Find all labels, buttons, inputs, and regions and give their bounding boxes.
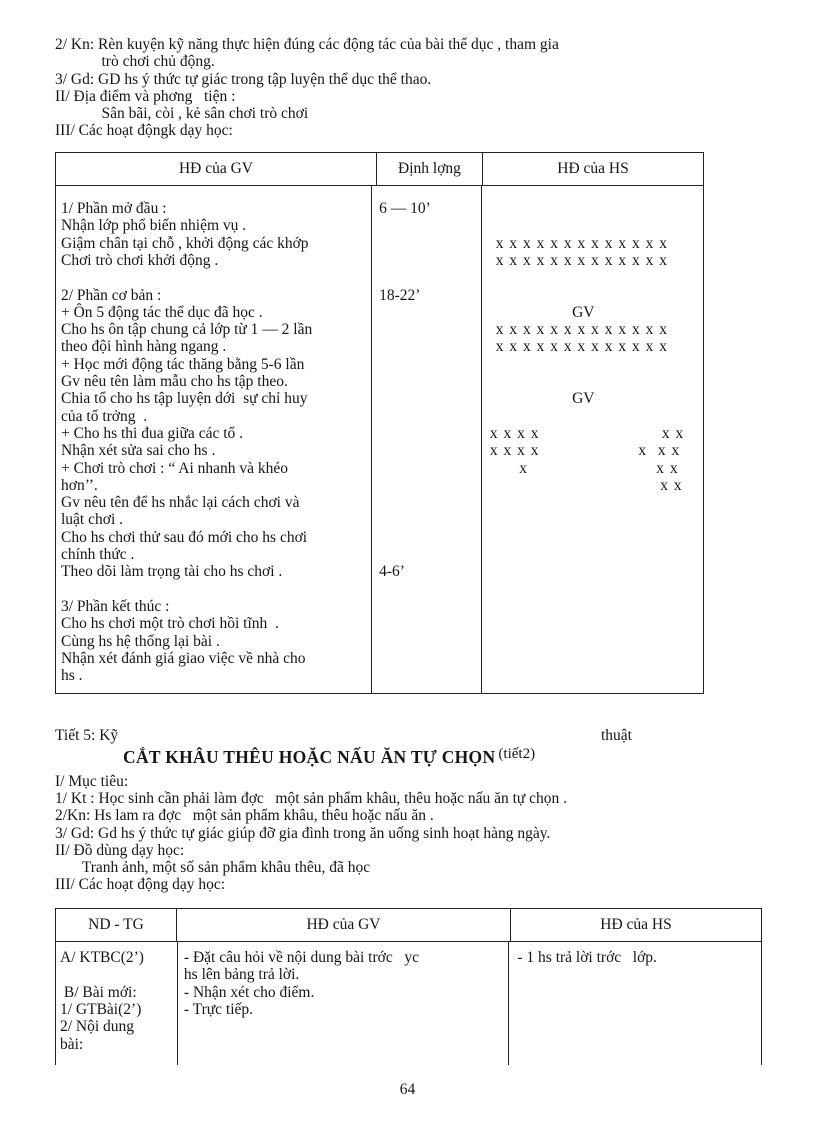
text-line xyxy=(490,494,703,511)
text-line xyxy=(379,269,481,286)
text-line xyxy=(379,321,481,338)
text-line: hs . xyxy=(61,667,83,685)
text-line: 18-22’ xyxy=(379,286,421,304)
text-line: Nhận xét đánh giá giao việc về nhà cho xyxy=(61,649,306,667)
text-line: - Trực tiếp. xyxy=(183,1000,254,1018)
text-line xyxy=(379,633,481,650)
text-line xyxy=(490,667,703,684)
text-line: III/ Các hoạt động dạy học: xyxy=(55,876,226,894)
text-line xyxy=(490,650,703,667)
table1-header-gv: HĐ của GV xyxy=(56,153,377,185)
text-line: Nhận xét sửa sai cho hs . xyxy=(61,442,216,460)
text-line xyxy=(490,546,703,563)
text-line: 1/ Kt : Học sinh cần phải làm đợc một sản phẩm khâu, thêu hoặc nấu ăn tự chọn . xyxy=(55,789,568,807)
text-line xyxy=(490,287,703,304)
lesson5-label-left: Tiết 5: Kỹ xyxy=(55,727,119,745)
text-line xyxy=(490,200,703,217)
text-line: x x x x x x x xyxy=(489,442,680,460)
table1-body-row xyxy=(56,186,703,693)
text-line xyxy=(379,217,481,234)
table1-header-row xyxy=(56,153,703,186)
text-line: trò chơi chủ động. xyxy=(55,53,215,71)
text-line: x x x x x x xyxy=(489,424,684,442)
text-line xyxy=(379,615,481,632)
text-line xyxy=(490,408,703,425)
text-line: x x xyxy=(489,476,682,494)
text-line: + Cho hs thi đua giữa các tổ . xyxy=(61,424,244,442)
text-line xyxy=(379,650,481,667)
text-line: x x x x x x x x x x x x x xyxy=(489,338,667,356)
lesson5-intro xyxy=(55,773,760,894)
text-line: 1/ Phần mở đầu : xyxy=(61,200,167,218)
text-line: - Đặt câu hỏi về nội dung bài trớc yc xyxy=(183,949,419,967)
text-line: B/ Bài mới: xyxy=(60,983,137,1001)
text-line: theo đội hình hàng ngang . xyxy=(61,338,227,356)
text-line: 2/ Kn: Rèn kuyện kỹ năng thực hiện đúng các động tác của bài thể dục , tham gia xyxy=(55,36,559,53)
text-line xyxy=(490,217,703,234)
text-line xyxy=(379,667,481,684)
text-line: Chia tổ cho hs tập luyện dới sự chỉ huy xyxy=(61,390,308,408)
lesson4-activity-table xyxy=(55,152,704,695)
text-line: Chơi trò chơi khởi động . xyxy=(61,251,219,269)
lesson5-label-right: thuật xyxy=(601,727,632,745)
text-line: hs lên bảng trả lời. xyxy=(183,966,300,984)
text-line xyxy=(379,494,481,511)
text-line xyxy=(379,390,481,407)
lesson5-activity-table xyxy=(55,908,762,1065)
table2-ndtg-cell xyxy=(56,942,178,1065)
table2-header-ndtg: ND - TG xyxy=(56,909,177,941)
text-line xyxy=(490,615,703,632)
text-line: GV xyxy=(489,390,595,408)
text-line: II/ Địa điểm và phơng tiện : xyxy=(55,87,236,105)
text-line xyxy=(490,633,703,650)
text-line xyxy=(490,598,703,615)
text-line: 1/ GTBài(2’) xyxy=(60,1000,142,1018)
text-line: + Học mới động tác thăng bằng 5-6 lần xyxy=(61,355,305,373)
text-line: bài: xyxy=(60,1035,84,1053)
text-line xyxy=(61,581,371,598)
text-line: x x x xyxy=(489,459,678,477)
text-line: III/ Các hoạt độngk dạy học: xyxy=(55,122,233,140)
text-line: x x x x x x x x x x x x x xyxy=(489,321,667,339)
text-line: Gv nêu tên làm mẫu cho hs tập theo. xyxy=(61,373,288,391)
page-number: 64 xyxy=(399,1081,416,1099)
table1-header-hs: HĐ của HS xyxy=(557,159,629,177)
text-line: luật chơi . xyxy=(61,511,123,529)
text-line: hơn’’. xyxy=(61,476,98,494)
table2-body-row xyxy=(56,942,761,1065)
table1-time-cell xyxy=(372,186,482,693)
table2-header-hs: HĐ của HS xyxy=(600,915,672,933)
text-line xyxy=(379,477,481,494)
text-line xyxy=(379,442,481,459)
text-line: Gv nêu tên để hs nhắc lại cách chơi và xyxy=(61,494,300,512)
text-line xyxy=(61,269,371,286)
text-line xyxy=(379,373,481,390)
text-line xyxy=(379,252,481,269)
lesson5-heading-row xyxy=(55,727,760,744)
text-line xyxy=(379,529,481,546)
lesson5-title xyxy=(55,746,760,770)
lesson5-title-text: CẮT KHÂU THÊU HOẶC NẤU ĂN TỰ CHỌN xyxy=(123,746,496,767)
text-line xyxy=(379,356,481,373)
text-line xyxy=(490,529,703,546)
text-line: 3/ Gd: Gd hs ý thức tự giác giúp đỡ gia đình trong ăn uống sinh hoạt hàng ngày. xyxy=(55,824,551,842)
text-line: 2/Kn: Hs lam ra đợc một sản phẩm khâu, thêu hoặc nấu ăn . xyxy=(55,807,434,825)
text-line xyxy=(379,598,481,615)
text-line xyxy=(379,425,481,442)
text-line xyxy=(379,235,481,252)
text-line: 3/ Phần kết thúc : xyxy=(61,597,170,615)
text-line: + Chơi trò chơi : “ Ai nhanh và khéo xyxy=(61,459,289,477)
text-line xyxy=(379,581,481,598)
table1-header-time: Định lợng xyxy=(377,153,483,185)
text-line: x x x x x x x x x x x x x xyxy=(489,234,667,252)
text-line: Cho hs ôn tập chung cả lớp từ 1 — 2 lần xyxy=(61,321,313,339)
text-line: 3/ Gd: GD hs ý thức tự giác trong tập luyện thể dục thể thao. xyxy=(55,70,432,88)
table2-header-row xyxy=(56,909,761,942)
text-line xyxy=(379,338,481,355)
intro-paragraphs xyxy=(55,36,760,140)
text-line xyxy=(490,373,703,390)
table2-header-gv: HĐ của GV xyxy=(177,909,511,941)
text-line xyxy=(490,269,703,286)
text-line: Tranh ảnh, một số sản phẩm khâu thêu, đã học xyxy=(55,859,371,877)
text-line xyxy=(490,511,703,528)
text-line: - 1 hs trả lời trớc lớp. xyxy=(517,949,657,967)
text-line xyxy=(490,581,703,598)
text-line: Sân bãi, còi , kẻ sân chơi trò chơi xyxy=(55,105,309,123)
text-line: của tổ trởng . xyxy=(61,407,148,425)
lesson5-title-suffix: (tiết2) xyxy=(498,745,536,762)
text-line xyxy=(379,460,481,477)
text-line: I/ Mục tiêu: xyxy=(55,772,129,790)
table1-gv-cell xyxy=(56,186,372,693)
text-line: chính thức . xyxy=(61,546,135,564)
text-line xyxy=(379,408,481,425)
text-line: - Nhận xét cho điểm. xyxy=(183,983,315,1001)
text-line: 2/ Phần cơ bản : xyxy=(61,286,162,304)
text-line: + Ôn 5 động tác thể dục đã học . xyxy=(61,303,263,321)
table2-hs-cell xyxy=(509,942,761,1065)
text-line xyxy=(490,356,703,373)
table1-hs-cell xyxy=(482,186,703,693)
text-line xyxy=(379,511,481,528)
text-line: Giậm chân tại chỗ , khởi động các khớp xyxy=(61,234,309,252)
text-line xyxy=(490,563,703,580)
text-line: Cho hs chơi thử sau đó mới cho hs chơi xyxy=(61,528,308,546)
table2-gv-cell xyxy=(178,942,509,1065)
text-line: Cùng hs hệ thống lại bài . xyxy=(61,632,220,650)
text-line: Theo dõi làm trọng tài cho hs chơi . xyxy=(61,563,283,581)
text-line: 6 — 10’ xyxy=(379,200,431,218)
text-line: 4-6’ xyxy=(379,563,405,581)
text-line: A/ KTBC(2’) xyxy=(60,949,144,967)
text-line: Cho hs chơi một trò chơi hồi tĩnh . xyxy=(61,615,279,633)
text-line: Nhận lớp phổ biến nhiệm vụ . xyxy=(61,217,247,235)
text-line xyxy=(60,966,177,983)
text-line: x x x x x x x x x x x x x xyxy=(489,251,667,269)
text-line xyxy=(379,304,481,321)
text-line: GV xyxy=(489,303,595,321)
text-line: 2/ Nội dung xyxy=(60,1018,135,1036)
text-line xyxy=(379,546,481,563)
text-line: II/ Đồ dùng dạy học: xyxy=(55,841,185,859)
